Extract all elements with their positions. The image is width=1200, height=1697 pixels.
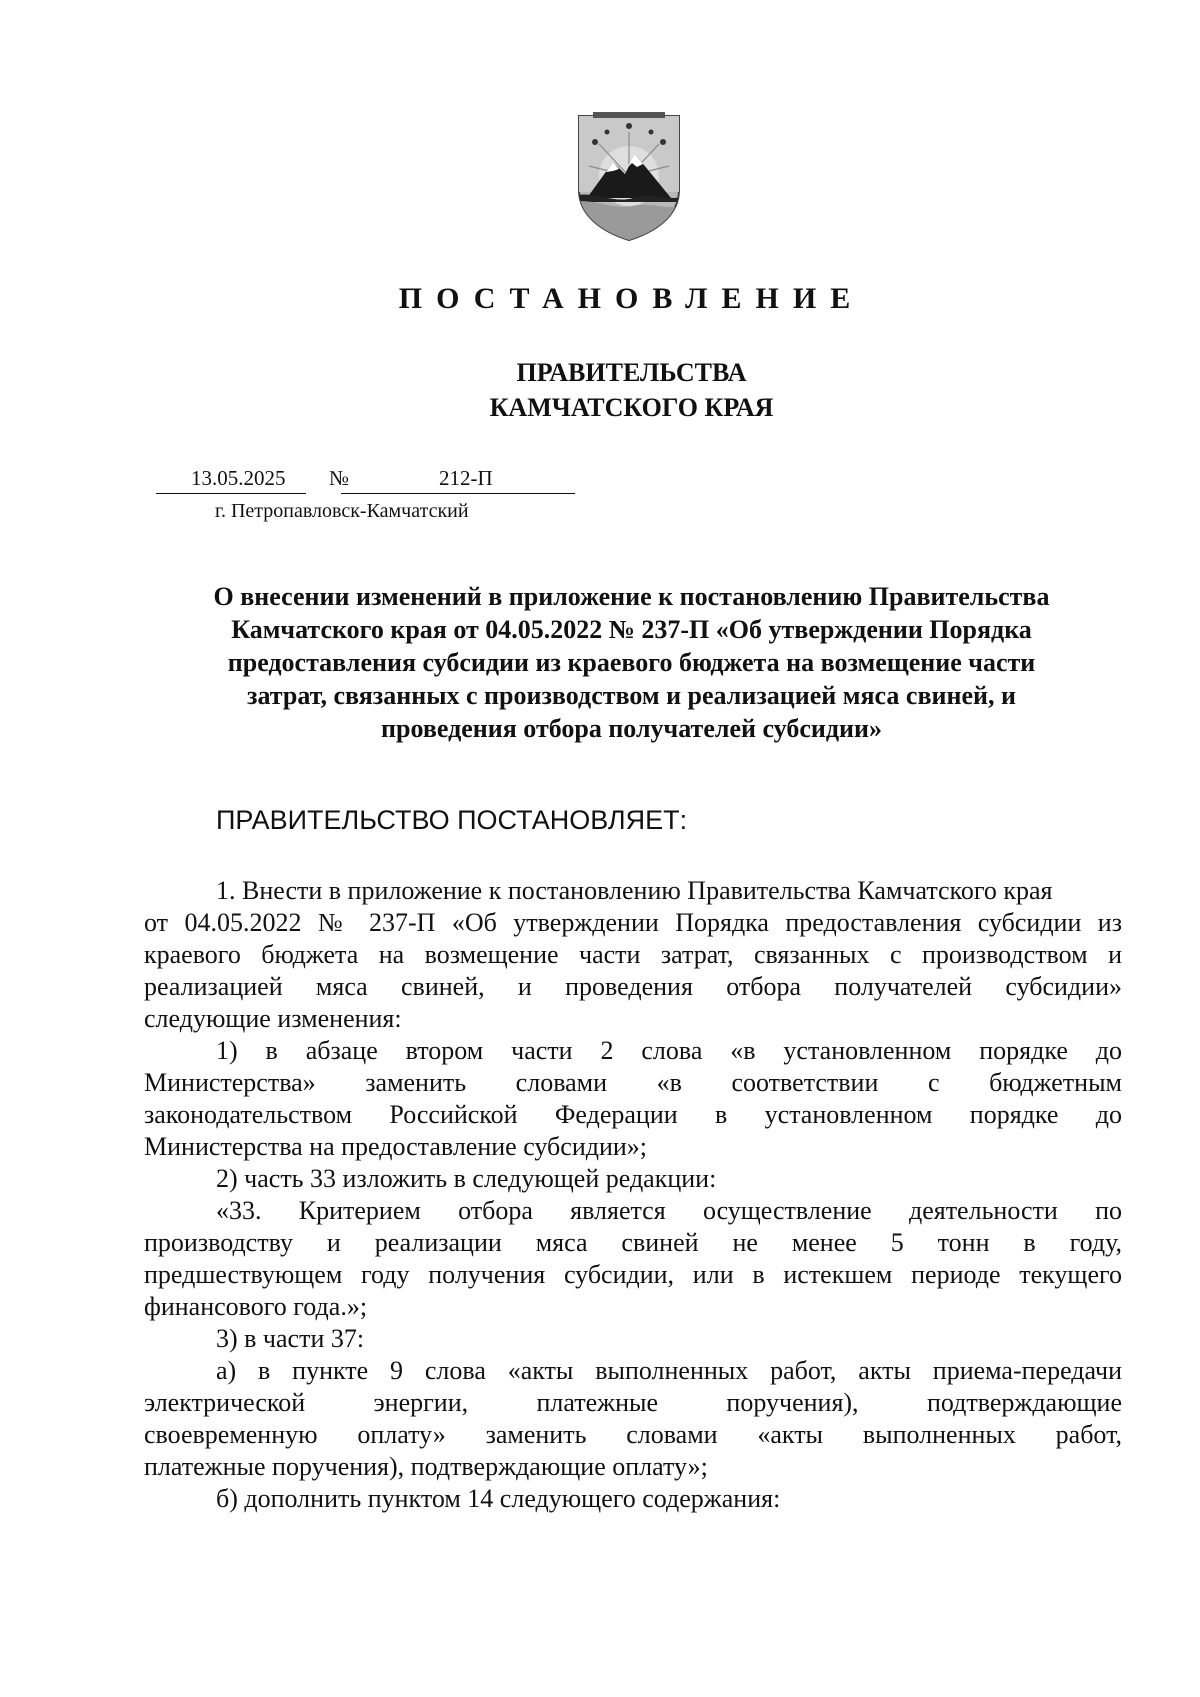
decree-heading: ПРАВИТЕЛЬСТВО ПОСТАНОВЛЯЕТ: [216, 805, 688, 835]
body-line: финансового года.»; [144, 1292, 368, 1321]
body-line: реализацией мяса свиней, и проведения отбора получателей субсидии» [144, 972, 1122, 1001]
subject-line: О внесении изменений в приложение к постановлению Правительства [213, 582, 1050, 611]
date-number-line [156, 466, 576, 494]
subject-line: предоставления субсидии из краевого бюджета на возмещение части [227, 648, 1036, 677]
body-line: своевременную оплату» заменить словами «акты выполненных работ, [144, 1420, 1122, 1449]
kamchatka-coat-of-arms-icon [573, 112, 685, 242]
body-line: краевого бюджета на возмещение части затрат, связанных с производством и [144, 940, 1122, 969]
body-line: 1. Внести в приложение к постановлению Правительства Камчатского края [216, 876, 1053, 905]
number-underline [341, 493, 575, 494]
document-type-title: ПОСТАНОВЛЕНИЕ [398, 282, 865, 315]
subject-line: затрат, связанных с производством и реализацией мяса свиней, и [247, 681, 1016, 710]
body-line: 3) в части 37: [216, 1324, 365, 1353]
body-line: Министерства на предоставление субсидии»; [144, 1132, 648, 1161]
body-line: законодательством Российской Федерации в установленном порядке до [144, 1100, 1122, 1129]
body-line: Министерства» заменить словами «в соответствии с бюджетным [144, 1068, 1122, 1097]
document-subject [150, 580, 1113, 745]
body-line: электрической энергии, платежные поручения), подтверждающие [144, 1388, 1122, 1417]
body-line: 2) часть 33 изложить в следующей редакции: [216, 1164, 717, 1193]
subject-line: проведения отбора получателей субсидии» [381, 714, 882, 743]
body-line: производству и реализации мяса свиней не менее 5 тонн в году, [144, 1228, 1122, 1257]
issuer-block [0, 355, 1200, 425]
body-line: платежные поручения), подтверждающие оплату»; [144, 1452, 708, 1481]
issuer-line: КАМЧАТСКОГО КРАЯ [489, 393, 774, 422]
issuer-line: ПРАВИТЕЛЬСТВА [516, 358, 747, 387]
subject-line: Камчатского края от 04.05.2022 № 237-П «Об утверждении Порядка [231, 615, 1032, 644]
number-sign: № [329, 466, 350, 490]
city-name: г. Петропавловск-Камчатский [215, 500, 469, 522]
body-line: от 04.05.2022 № 237-П «Об утверждении Порядка предоставления субсидии из [144, 908, 1122, 937]
body-line: б) дополнить пунктом 14 следующего содержания: [216, 1484, 781, 1513]
document-body [144, 875, 1122, 1515]
body-line: «33. Критерием отбора является осуществление деятельности по [216, 1196, 1122, 1225]
body-line: предшествующем году получения субсидии, или в истекшем периоде текущего [144, 1260, 1122, 1289]
document-date: 13.05.2025 [191, 466, 286, 490]
body-line: следующие изменения: [144, 1004, 402, 1033]
body-line: 1) в абзаце втором части 2 слова «в установленном порядке до [216, 1036, 1122, 1065]
body-line: а) в пункте 9 слова «акты выполненных работ, акты приема-передачи [216, 1356, 1122, 1385]
date-underline [156, 493, 306, 494]
document-number: 212-П [439, 466, 493, 490]
